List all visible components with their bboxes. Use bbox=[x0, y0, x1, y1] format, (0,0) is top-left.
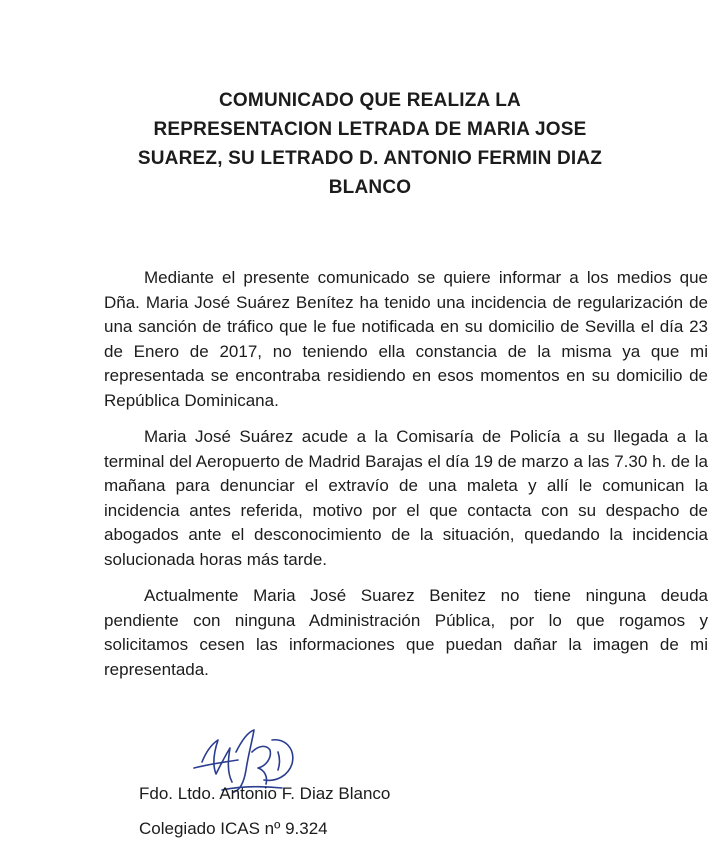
title-line-4: BLANCO bbox=[328, 177, 412, 198]
title-line-3: SUAREZ, SU LETRADO D. ANTONIO FERMIN DIAZ bbox=[137, 148, 603, 169]
title-line-1: COMUNICADO QUE REALIZA LA bbox=[219, 90, 521, 111]
title-line-2: REPRESENTACION LETRADA DE MARIA JOSE bbox=[153, 119, 587, 140]
colegiado-number: Colegiado ICAS nº 9.324 bbox=[139, 819, 328, 838]
signatory-name: Fdo. Ltdo. Antonio F. Diaz Blanco bbox=[139, 784, 391, 803]
paragraph-1: Mediante el presente comunicado se quiere informar a los medios que Dña. Maria José Suárez Benítez ha tenido una incidencia de regularización de una sanción de tráfico que le fue notificada en su domicilio de Sevilla el día 23 de Enero de 2017, no teniendo ella constancia de la misma ya que mi representada se encontraba residiendo en esos momentos en su domicilio de República Dominicana. bbox=[104, 268, 708, 410]
document-body bbox=[104, 266, 708, 694]
paragraph-2: Maria José Suárez acude a la Comisaría de Policía a su llegada a la terminal del Aeropuerto de Madrid Barajas el día 19 de marzo a las 7.30 h. de la mañana para denunciar el extravío de una maleta y allí le comunican la incidencia antes referida, motivo por el que contacta con su despacho de abogados ante el desconocimiento de la situación, quedando la incidencia solucionada horas más tarde. bbox=[104, 427, 708, 569]
paragraph-3: Actualmente Maria José Suarez Benitez no tiene ninguna deuda pendiente con ninguna Administración Pública, por lo que rogamos y solicitamos cesen las informaciones que puedan dañar la imagen de mi representada. bbox=[104, 586, 708, 679]
document-title bbox=[100, 86, 640, 202]
